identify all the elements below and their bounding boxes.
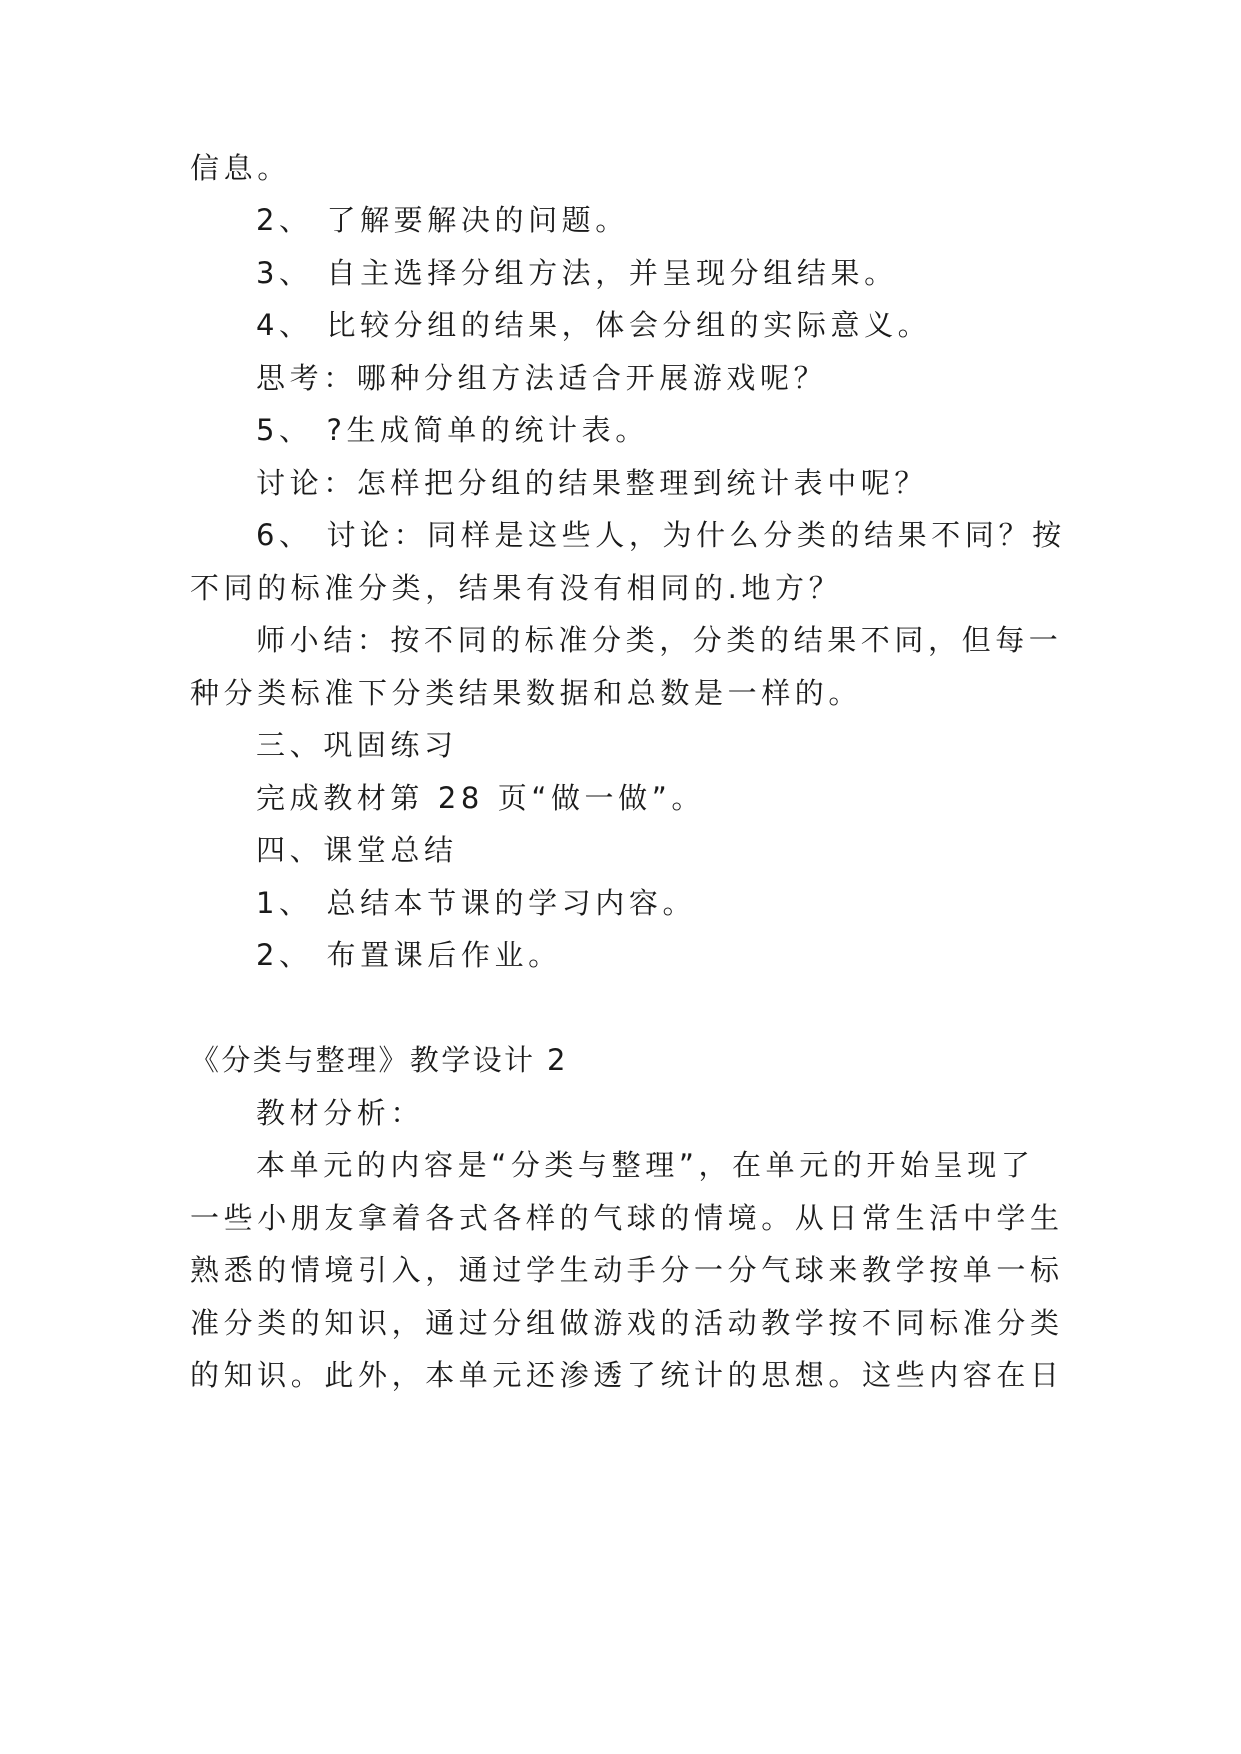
text-line: 的知识。此外，本单元还渗透了统计的思想。这些内容在日 — [190, 1358, 1064, 1392]
text-line: 种分类标准下分类结果数据和总数是一样的。 — [190, 676, 863, 710]
section-heading: 四、课堂总结 — [256, 833, 458, 867]
list-item: 2、 了解要解决的问题。 — [256, 203, 629, 237]
text-line: 思考：哪种分组方法适合开展游戏呢？ — [256, 361, 828, 395]
list-item: 6、 讨论：同样是这些人，为什么分类的结果不同？按 — [256, 518, 1066, 552]
text-line: 一些小朋友拿着各式各样的气球的情境。从日常生活中学生 — [190, 1201, 1064, 1235]
section-heading: 教材分析： — [256, 1096, 425, 1130]
text-line: 准分类的知识，通过分组做游戏的活动教学按不同标准分类 — [190, 1306, 1064, 1340]
list-item: 1、 总结本节课的学习内容。 — [256, 886, 697, 920]
text-line: 信息。 — [190, 151, 291, 185]
text-line: 师小结：按不同的标准分类，分类的结果不同，但每一 — [256, 623, 1063, 657]
section-heading: 三、巩固练习 — [256, 728, 458, 762]
text-line: 不同的标准分类，结果有没有相同的.地方？ — [190, 571, 843, 605]
text-line: 熟悉的情境引入，通过学生动手分一分气球来教学按单一标 — [190, 1253, 1064, 1287]
list-item: 4、 比较分组的结果，体会分组的实际意义。 — [256, 308, 932, 342]
document-title: 《分类与整理》教学设计 2 — [190, 1043, 568, 1077]
list-item: 5、 ?生成简单的统计表。 — [256, 413, 649, 447]
text-line: 完成教材第 28 页“做一做”。 — [256, 781, 705, 815]
text-line: 讨论：怎样把分组的结果整理到统计表中呢？ — [256, 466, 929, 500]
list-item: 2、 布置课后作业。 — [256, 938, 562, 972]
text-line: 本单元的内容是“分类与整理”，在单元的开始呈现了 — [256, 1148, 1035, 1182]
list-item: 3、 自主选择分组方法，并呈现分组结果。 — [256, 256, 898, 290]
